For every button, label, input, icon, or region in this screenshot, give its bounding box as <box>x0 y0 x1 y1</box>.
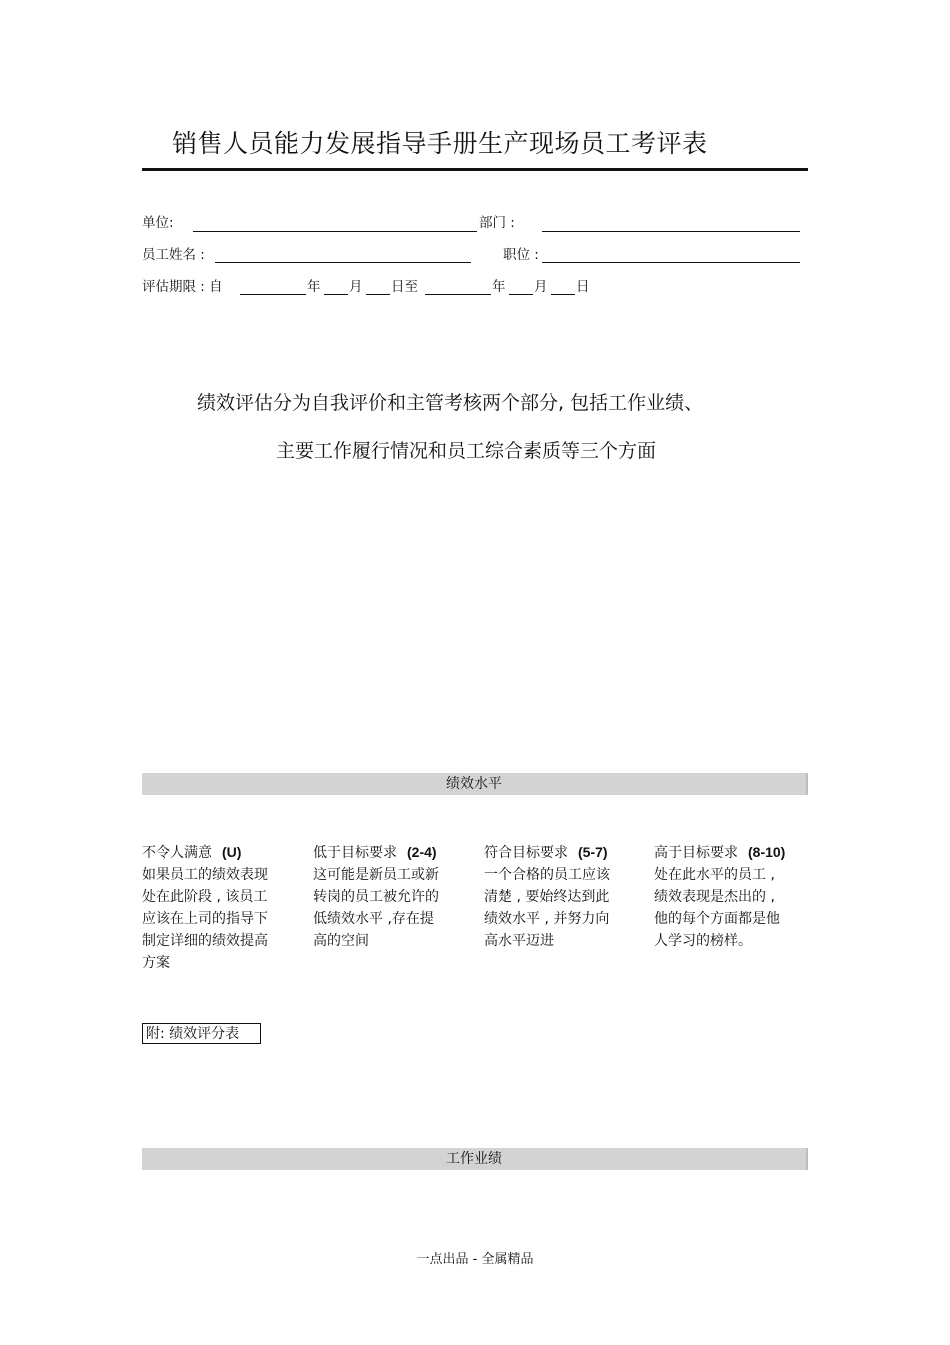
level-desc-line: 人学习的榜样。 <box>654 933 752 949</box>
unit-label: 单位: <box>142 215 174 231</box>
level-desc-line: 绩效水平 , 并努力向 <box>484 911 610 927</box>
level-desc-line: 方案 <box>142 955 170 971</box>
period-year-unit: 年 <box>307 279 321 295</box>
unit-field[interactable] <box>193 231 477 232</box>
period-year-unit-2: 年 <box>492 279 506 295</box>
level-unsatisfactory <box>142 841 312 974</box>
level-range: (U) <box>222 844 242 860</box>
level-name: 不令人满意 <box>142 845 212 861</box>
period-label: 评估期限 : 自 <box>142 279 223 295</box>
dept-label: 部门 : <box>479 215 515 231</box>
period-start-month-field[interactable] <box>324 294 348 295</box>
level-range: (5-7) <box>578 844 608 860</box>
level-desc-line: 低绩效水平 ,存在提 <box>313 911 434 927</box>
period-start-day-field[interactable] <box>366 294 390 295</box>
level-desc-line: 高的空间 <box>313 933 369 949</box>
intro-line-1: 绩效评估分为自我评价和主管考核两个部分, 包括工作业绩、 <box>197 392 704 414</box>
dept-field[interactable] <box>542 231 800 232</box>
page-footer: 一点出品 - 全属精品 <box>416 1252 534 1267</box>
level-desc-line: 一个合格的员工应该 <box>484 867 610 883</box>
level-desc-line: 这可能是新员工或新 <box>313 867 439 883</box>
level-name: 符合目标要求 <box>484 845 568 861</box>
level-desc-line: 转岗的员工被允许的 <box>313 889 439 905</box>
period-day-to: 日至 <box>391 279 418 295</box>
level-desc-line: 处在此阶段 , 该员工 <box>142 889 268 905</box>
level-name: 低于目标要求 <box>313 845 397 861</box>
title-rule <box>142 168 808 171</box>
period-month-unit-2: 月 <box>534 279 548 295</box>
level-range: (2-4) <box>407 844 437 860</box>
period-end-day-field[interactable] <box>551 294 575 295</box>
period-month-unit: 月 <box>349 279 363 295</box>
level-desc-line: 应该在上司的指导下 <box>142 911 268 927</box>
level-meets-target <box>484 841 654 952</box>
appendix-label: 附: 绩效评分表 <box>142 1023 261 1044</box>
work-performance-header: 工作业绩 <box>142 1148 808 1170</box>
level-desc-line: 绩效表现是杰出的 , <box>654 889 775 905</box>
level-desc-line: 高水平迈进 <box>484 933 554 949</box>
performance-level-header: 绩效水平 <box>142 773 808 795</box>
level-desc-line: 处在此水平的员工 , <box>654 867 775 883</box>
intro-line-2: 主要工作履行情况和员工综合素质等三个方面 <box>276 440 657 462</box>
position-label: 职位 : <box>503 247 539 263</box>
level-above-target <box>654 841 814 952</box>
level-range: (8-10) <box>748 844 786 860</box>
level-desc-line: 清楚 , 要始终达到此 <box>484 889 610 905</box>
period-end-month-field[interactable] <box>509 294 533 295</box>
period-start-year-field[interactable] <box>240 294 306 295</box>
level-name: 高于目标要求 <box>654 845 738 861</box>
name-field[interactable] <box>215 262 471 263</box>
period-end-year-field[interactable] <box>425 294 491 295</box>
name-label: 员工姓名 : <box>142 247 205 263</box>
position-field[interactable] <box>542 262 800 263</box>
page-title: 销售人员能力发展指导手册生产现场员工考评表 <box>172 129 708 158</box>
period-day-unit: 日 <box>576 279 590 295</box>
level-desc-line: 制定详细的绩效提高 <box>142 933 268 949</box>
level-desc-line: 如果员工的绩效表现 <box>142 867 268 883</box>
level-below-target <box>313 841 483 952</box>
level-desc-line: 他的每个方面都是他 <box>654 911 780 927</box>
